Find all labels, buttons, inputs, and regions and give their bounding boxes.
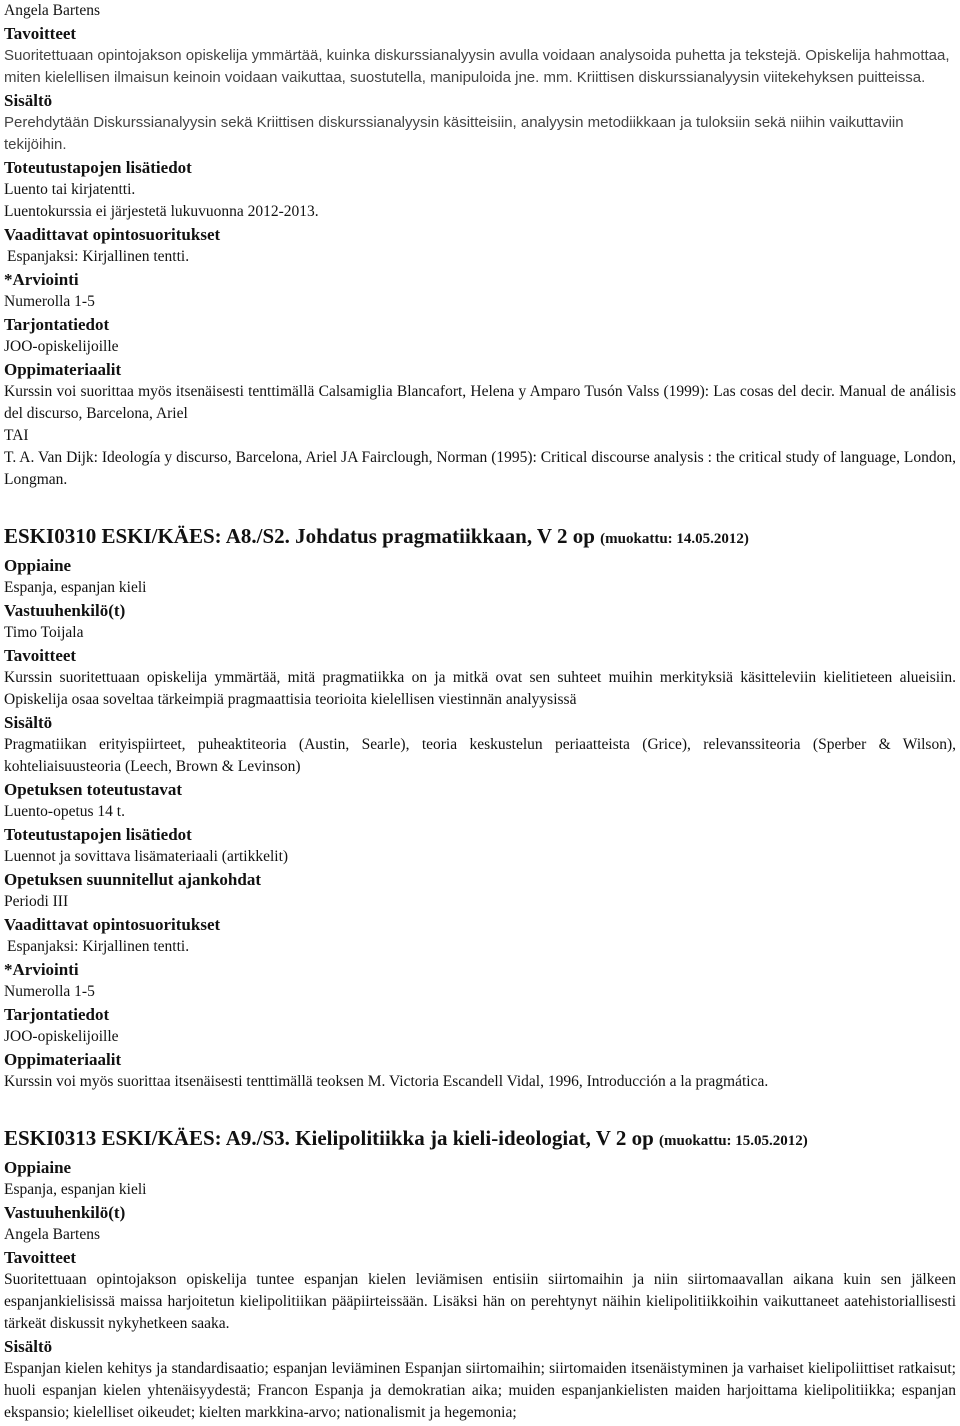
subject-text: Espanja, espanjan kieli [4,579,147,596]
section-heading-materials: Oppimateriaalit [4,360,122,379]
materials-text: TAI [4,427,29,444]
section-heading-offering: Tarjontatiedot [4,1005,110,1024]
section-heading-method: Opetuksen toteutustavat [4,780,183,799]
section-heading-responsible: Vastuuhenkilö(t) [4,1203,126,1222]
modified-date: (muokattu: 14.05.2012) [600,531,749,547]
responsible-text: Timo Toijala [4,624,84,641]
offering-text: JOO-opiskelijoille [4,338,119,355]
goals-text: Kurssin suoritettuaan opiskelija ymmärtää, mitä pragmatiikka on ja mitkä ovat sen suhteet muihin merkityksiä käsitteleviin kielitieteen alueisiin. Opiskelija osaa soveltaa tärkeimpiä pragmaattisia teorioita kielellisen viestinnän analyysissä [4,669,956,708]
person-name: Angela Bartens [4,2,100,19]
section-heading-goals: Tavoitteet [4,24,77,43]
content-text: Espanjan kielen kehitys ja standardisaatio; espanjan leviäminen Espanjan siirtomaihin; siirtomaiden itsenäistyminen ja varhaiset kielipoliittiset ratkaisut; huoli espanjan kielen yhtenäisyydestä; Francon Espanja ja demokratian aika; muiden espanjankielisten maiden harjoittama kielipolitiikka; espanjan ekspansio; kielelliset oikeudet; kielten markkina-arvo; nationalismit ja hegemonia; [4,1360,956,1421]
section-heading-content: Sisältö [4,91,53,110]
modified-date: (muokattu: 15.05.2012) [659,1133,808,1149]
subject-text: Espanja, espanjan kieli [4,1181,147,1198]
course-title-text: ESKI0310 ESKI/KÄES: A8./S2. Johdatus pragmatiikkaan, V 2 op [4,524,595,548]
section-heading-responsible: Vastuuhenkilö(t) [4,601,126,620]
responsible-text: Angela Bartens [4,1226,100,1243]
implementation-text: Luennot ja sovittava lisämateriaali (artikkelit) [4,848,289,865]
section-heading-goals: Tavoitteet [4,1248,77,1267]
section-heading-subject: Oppiaine [4,556,72,575]
section-heading-offering: Tarjontatiedot [4,315,110,334]
goals-text: Suoritettuaan opintojakson opiskelija ymmärtää, kuinka diskurssianalyysin avulla voidaan analysoida puhetta ja tekstejä. Opiskelija hahmottaa, miten kielellisen ilmaisun keinoin voidaan vaikuttaa, suostutella, manipuloida jne. mm. Kriittisen diskurssianalyysin viitekehyksen puitteissa. [4,47,950,86]
materials-text: Kurssin voi myös suorittaa itsenäisesti tenttimällä teoksen M. Victoria Escandell Vidal, 1996, Introducción a la pragmática. [4,1073,769,1090]
implementation-text: Luento tai kirjatentti. [4,181,136,198]
section-heading-grading: *Arviointi [4,270,79,289]
section-heading-subject: Oppiaine [4,1158,72,1177]
materials-text: Kurssin voi suorittaa myös itsenäisesti tenttimällä Calsamiglia Blancafort, Helena y Amparo Tusón Valss (1999): Las cosas del decir. Manual de análisis del discurso, Barcelona, Ariel [4,383,956,422]
requirements-text: Espanjaksi: Kirjallinen tentti. [7,248,190,265]
section-heading-content: Sisältö [4,1337,53,1356]
section-heading-goals: Tavoitteet [4,646,77,665]
section-heading-schedule: Opetuksen suunnitellut ajankohdat [4,870,261,889]
grading-text: Numerolla 1-5 [4,293,95,310]
content-text: Perehdytään Diskurssianalyysin sekä Kriittisen diskurssianalyysin käsitteisiin, analyysin metodiikkaan ja tuloksiin sekä niihin vaikuttaviin tekijöihin. [4,114,904,153]
grading-text: Numerolla 1-5 [4,983,95,1000]
section-heading-requirements: Vaadittavat opintosuoritukset [4,915,221,934]
section-heading-implementation: Toteutustapojen lisätiedot [4,158,192,177]
method-text: Luento-opetus 14 t. [4,803,125,820]
section-heading-content: Sisältö [4,713,53,732]
schedule-text: Periodi III [4,893,69,910]
offering-text: JOO-opiskelijoille [4,1028,119,1045]
goals-text: Suoritettuaan opintojakson opiskelija tuntee espanjan kielen leviämisen entisiin siirtomaihin ja niin siirtomaavallan aikana kuin sen jälkeen espanjankielisissä maissa harjoitetun kielipolitiikan pääpiirteissään. Lisäksi hän on perehtynyt näihin kielipolitiikkoihin vaikuttaneet aatehistoriallisesti tärkeät diskussit nykyhetkeen saaka. [4,1271,956,1332]
implementation-text: Luentokurssia ei järjestetä lukuvuonna 2012-2013. [4,203,319,220]
course-title [4,1125,956,1154]
course-title-text: ESKI0313 ESKI/KÄES: A9./S3. Kielipolitiikka ja kieli-ideologiat, V 2 op [4,1126,654,1150]
section-heading-grading: *Arviointi [4,960,79,979]
section-heading-materials: Oppimateriaalit [4,1050,122,1069]
requirements-text: Espanjaksi: Kirjallinen tentti. [7,938,190,955]
section-heading-requirements: Vaadittavat opintosuoritukset [4,225,221,244]
section-heading-implementation: Toteutustapojen lisätiedot [4,825,192,844]
materials-text: T. A. Van Dijk: Ideología y discurso, Barcelona, Ariel JA Fairclough, Norman (1995): Critical discourse analysis : the critical study of language, London, Longman. [4,449,956,488]
course-title [4,523,956,552]
content-text: Pragmatiikan erityispiirteet, puheaktiteoria (Austin, Searle), teoria keskustelun periaatteista (Grice), relevanssiteoria (Sperber & Wilson), kohteliaisuusteoria (Leech, Brown & Levinson) [4,736,956,775]
